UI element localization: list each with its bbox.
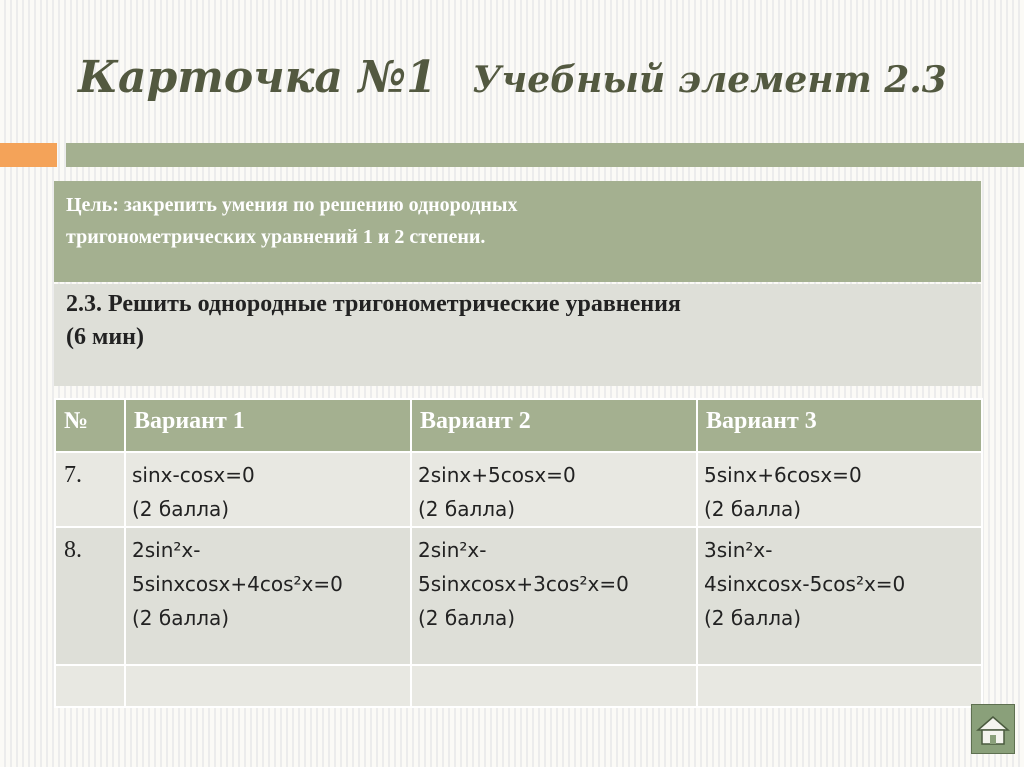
- points: (2 балла): [132, 497, 230, 521]
- table-cell: [125, 527, 411, 665]
- table-row-empty: [55, 665, 982, 707]
- empty-cell: [411, 665, 697, 707]
- task-line-1: 2.3. Решить однородные тригонометрические уравнения: [66, 291, 681, 317]
- empty-cell: [125, 665, 411, 707]
- orange-accent-bar: [0, 143, 57, 167]
- equation: sinx-cosx=0: [132, 463, 255, 487]
- points: (2 балла): [704, 606, 802, 630]
- table-cell: [125, 452, 411, 527]
- equation-part-1: 3sin²x-: [704, 538, 773, 562]
- table-row: [55, 527, 982, 665]
- card-title: Карточка №1: [78, 52, 437, 103]
- points: (2 балла): [418, 497, 516, 521]
- task-line-2: (6 мин): [66, 324, 144, 350]
- equation: 2sinx+5cosx=0: [418, 463, 576, 487]
- variants-table: [54, 398, 983, 708]
- row-number: 8.: [55, 527, 125, 665]
- points: (2 балла): [132, 606, 230, 630]
- header-variant-1: Вариант 1: [125, 399, 411, 452]
- table-cell: [697, 452, 982, 527]
- equation-part-2: 5sinxcosx+3cos²x=0: [418, 572, 629, 596]
- home-icon: [972, 705, 1014, 753]
- equation-part-1: 2sin²x-: [418, 538, 487, 562]
- goal-line-1: Цель: закрепить умения по решению однородных: [66, 194, 518, 216]
- equation-part-1: 2sin²x-: [132, 538, 201, 562]
- table-cell: [411, 527, 697, 665]
- header-variant-2: Вариант 2: [411, 399, 697, 452]
- equation-part-2: 4sinxcosx-5cos²x=0: [704, 572, 906, 596]
- table-cell: [697, 527, 982, 665]
- table-row: [55, 452, 982, 527]
- element-subtitle: Учебный элемент 2.3: [472, 59, 947, 101]
- points: (2 балла): [704, 497, 802, 521]
- equation: 5sinx+6cosx=0: [704, 463, 862, 487]
- empty-cell: [697, 665, 982, 707]
- header-number: №: [55, 399, 125, 452]
- table-header-row: [55, 399, 982, 452]
- goal-line-2: тригонометрических уравнений 1 и 2 степени.: [66, 226, 486, 248]
- slide-title: [78, 52, 947, 112]
- empty-cell: [55, 665, 125, 707]
- header-variant-3: Вариант 3: [697, 399, 982, 452]
- home-button[interactable]: [971, 704, 1015, 754]
- green-accent-bar: [66, 143, 1024, 167]
- goal-box: [54, 181, 981, 282]
- equation-part-2: 5sinxcosx+4cos²x=0: [132, 572, 343, 596]
- row-number: 7.: [55, 452, 125, 527]
- task-box: [54, 284, 981, 386]
- table-cell: [411, 452, 697, 527]
- points: (2 балла): [418, 606, 516, 630]
